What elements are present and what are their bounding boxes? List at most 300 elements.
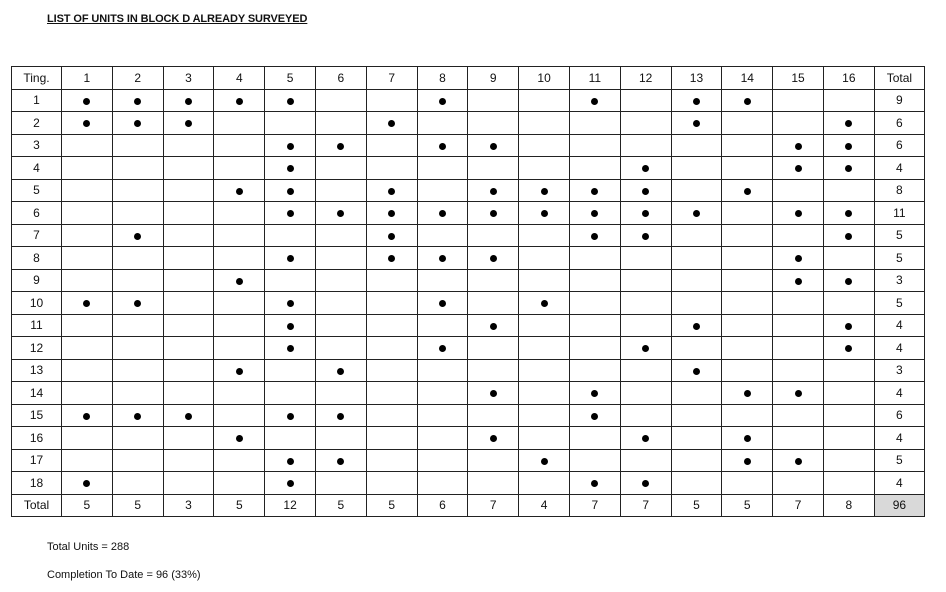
table-cell: [773, 337, 824, 360]
table-cell: [62, 134, 113, 157]
table-cell: [265, 472, 316, 495]
table-cell: [620, 292, 671, 315]
table-cell: [163, 449, 214, 472]
table-cell: [823, 157, 874, 180]
surveyed-dot: [287, 165, 294, 172]
surveyed-dot: [83, 120, 90, 127]
table-cell: [671, 247, 722, 270]
table-cell: [722, 359, 773, 382]
column-total: 5: [722, 494, 773, 517]
surveyed-dot: [439, 98, 446, 105]
table-cell: [569, 382, 620, 405]
table-cell: [62, 89, 113, 112]
row-label: 4: [12, 157, 62, 180]
surveyed-dot: [591, 98, 598, 105]
table-cell: [417, 247, 468, 270]
surveyed-dot: [490, 323, 497, 330]
surveyed-dot: [541, 300, 548, 307]
table-cell: [214, 292, 265, 315]
table-cell: [671, 337, 722, 360]
table-cell: [671, 112, 722, 135]
grand-total: 96: [874, 494, 924, 517]
table-cell: [417, 337, 468, 360]
table-cell: [519, 404, 570, 427]
surveyed-dot: [490, 188, 497, 195]
column-header: 8: [417, 67, 468, 90]
table-cell: [468, 89, 519, 112]
table-cell: [519, 202, 570, 225]
table-row: [12, 449, 925, 472]
table-cell: [315, 269, 366, 292]
table-cell: [671, 292, 722, 315]
column-header: 2: [112, 67, 163, 90]
totals-row: [12, 494, 925, 517]
surveyed-dot: [541, 210, 548, 217]
table-cell: [620, 112, 671, 135]
table-cell: [265, 179, 316, 202]
table-cell: [62, 359, 113, 382]
table-cell: [112, 337, 163, 360]
table-cell: [569, 89, 620, 112]
table-cell: [265, 269, 316, 292]
surveyed-dot: [134, 413, 141, 420]
table-cell: [366, 449, 417, 472]
table-cell: [112, 404, 163, 427]
table-cell: [569, 112, 620, 135]
table-cell: [722, 314, 773, 337]
table-cell: [823, 202, 874, 225]
table-cell: [265, 337, 316, 360]
surveyed-dot: [287, 480, 294, 487]
table-cell: [620, 472, 671, 495]
table-cell: [722, 472, 773, 495]
table-cell: [265, 382, 316, 405]
surveyed-dot: [795, 255, 802, 262]
table-cell: [163, 269, 214, 292]
surveyed-dot: [642, 480, 649, 487]
surveyed-dot: [287, 458, 294, 465]
table-cell: [163, 472, 214, 495]
table-cell: [620, 337, 671, 360]
surveyed-dot: [490, 435, 497, 442]
surveyed-dot: [693, 120, 700, 127]
row-label: 16: [12, 427, 62, 450]
column-header: 11: [569, 67, 620, 90]
row-label: 9: [12, 269, 62, 292]
table-cell: [214, 157, 265, 180]
table-cell: [773, 157, 824, 180]
surveyed-dot: [388, 233, 395, 240]
surveyed-dot: [845, 345, 852, 352]
table-cell: [112, 314, 163, 337]
table-cell: [569, 202, 620, 225]
table-cell: [214, 337, 265, 360]
column-total: 5: [315, 494, 366, 517]
column-total: 5: [112, 494, 163, 517]
table-cell: [417, 427, 468, 450]
table-cell: [315, 112, 366, 135]
table-cell: [163, 404, 214, 427]
column-total: 5: [671, 494, 722, 517]
table-cell: [519, 472, 570, 495]
total-header: Total: [874, 67, 924, 90]
table-cell: [620, 449, 671, 472]
table-cell: [112, 247, 163, 270]
surveyed-dot: [845, 143, 852, 150]
table-row: [12, 427, 925, 450]
row-total: 6: [874, 134, 924, 157]
table-cell: [112, 359, 163, 382]
row-total: 4: [874, 382, 924, 405]
table-cell: [366, 134, 417, 157]
table-cell: [722, 247, 773, 270]
column-total: 7: [620, 494, 671, 517]
table-cell: [265, 157, 316, 180]
table-cell: [519, 359, 570, 382]
table-cell: [671, 472, 722, 495]
column-header: 1: [62, 67, 113, 90]
table-cell: [265, 202, 316, 225]
table-cell: [62, 157, 113, 180]
table-cell: [62, 337, 113, 360]
table-cell: [315, 292, 366, 315]
table-cell: [366, 427, 417, 450]
table-cell: [519, 89, 570, 112]
row-total: 8: [874, 179, 924, 202]
table-cell: [468, 449, 519, 472]
surveyed-dot: [83, 413, 90, 420]
table-cell: [366, 404, 417, 427]
table-cell: [569, 134, 620, 157]
table-cell: [214, 179, 265, 202]
table-cell: [671, 427, 722, 450]
table-cell: [214, 359, 265, 382]
table-row: [12, 382, 925, 405]
table-cell: [417, 134, 468, 157]
column-header: 5: [265, 67, 316, 90]
table-cell: [417, 224, 468, 247]
table-cell: [569, 427, 620, 450]
table-row: [12, 89, 925, 112]
table-cell: [620, 157, 671, 180]
surveyed-dot: [591, 480, 598, 487]
table-cell: [163, 427, 214, 450]
table-cell: [62, 314, 113, 337]
table-cell: [823, 269, 874, 292]
table-cell: [569, 359, 620, 382]
table-cell: [773, 472, 824, 495]
table-cell: [773, 112, 824, 135]
table-row: [12, 314, 925, 337]
surveyed-dot: [439, 300, 446, 307]
row-total: 5: [874, 224, 924, 247]
surveyed-dot: [236, 435, 243, 442]
table-cell: [620, 247, 671, 270]
table-cell: [163, 314, 214, 337]
surveyed-dot: [439, 345, 446, 352]
table-cell: [417, 449, 468, 472]
table-cell: [62, 179, 113, 202]
table-cell: [620, 404, 671, 427]
surveyed-dot: [287, 323, 294, 330]
row-total: 4: [874, 157, 924, 180]
surveyed-dot: [236, 368, 243, 375]
table-cell: [366, 202, 417, 225]
table-cell: [265, 359, 316, 382]
row-label: 2: [12, 112, 62, 135]
table-cell: [417, 157, 468, 180]
column-total: 12: [265, 494, 316, 517]
table-cell: [773, 269, 824, 292]
table-cell: [112, 112, 163, 135]
table-cell: [773, 247, 824, 270]
table-cell: [468, 314, 519, 337]
table-cell: [163, 292, 214, 315]
column-total: 7: [569, 494, 620, 517]
surveyed-dot: [134, 233, 141, 240]
table-cell: [671, 89, 722, 112]
table-cell: [366, 472, 417, 495]
table-cell: [519, 292, 570, 315]
table-cell: [62, 292, 113, 315]
row-total: 6: [874, 404, 924, 427]
table-cell: [265, 247, 316, 270]
row-total: 5: [874, 247, 924, 270]
table-cell: [112, 427, 163, 450]
surveyed-dot: [185, 413, 192, 420]
table-cell: [468, 382, 519, 405]
table-cell: [315, 359, 366, 382]
row-total: 3: [874, 269, 924, 292]
row-total: 4: [874, 337, 924, 360]
table-cell: [468, 337, 519, 360]
table-cell: [62, 449, 113, 472]
table-cell: [315, 382, 366, 405]
table-cell: [214, 112, 265, 135]
table-cell: [620, 359, 671, 382]
table-cell: [620, 224, 671, 247]
column-header: 16: [823, 67, 874, 90]
table-cell: [773, 449, 824, 472]
row-label: 17: [12, 449, 62, 472]
surveyed-dot: [287, 300, 294, 307]
table-cell: [722, 292, 773, 315]
table-row: [12, 247, 925, 270]
row-total: 9: [874, 89, 924, 112]
table-cell: [417, 202, 468, 225]
surveyed-dot: [439, 255, 446, 262]
table-cell: [823, 314, 874, 337]
table-cell: [773, 89, 824, 112]
table-cell: [112, 224, 163, 247]
table-cell: [112, 292, 163, 315]
table-cell: [366, 314, 417, 337]
table-cell: [315, 202, 366, 225]
table-cell: [315, 337, 366, 360]
table-cell: [620, 427, 671, 450]
table-cell: [468, 359, 519, 382]
table-cell: [823, 224, 874, 247]
surveyed-dot: [134, 98, 141, 105]
surveyed-dot: [693, 210, 700, 217]
table-cell: [620, 382, 671, 405]
surveyed-dot: [388, 188, 395, 195]
surveyed-dot: [236, 278, 243, 285]
row-label: 13: [12, 359, 62, 382]
table-row: [12, 292, 925, 315]
table-cell: [569, 224, 620, 247]
table-cell: [722, 179, 773, 202]
surveyed-dot: [337, 413, 344, 420]
surveyed-dot: [795, 165, 802, 172]
surveyed-dot: [795, 390, 802, 397]
table-cell: [823, 179, 874, 202]
table-cell: [366, 89, 417, 112]
table-cell: [214, 449, 265, 472]
table-row: [12, 404, 925, 427]
table-cell: [417, 89, 468, 112]
column-total: 7: [773, 494, 824, 517]
table-cell: [265, 89, 316, 112]
table-cell: [773, 404, 824, 427]
table-row: [12, 269, 925, 292]
table-cell: [112, 157, 163, 180]
surveyed-dot: [845, 120, 852, 127]
table-cell: [569, 179, 620, 202]
column-header: 14: [722, 67, 773, 90]
row-total: 4: [874, 427, 924, 450]
table-cell: [214, 472, 265, 495]
row-total: 4: [874, 314, 924, 337]
column-header: 7: [366, 67, 417, 90]
surveyed-dot: [83, 480, 90, 487]
surveyed-dot: [591, 390, 598, 397]
table-cell: [773, 292, 824, 315]
surveyed-dot: [845, 323, 852, 330]
column-header: 13: [671, 67, 722, 90]
table-cell: [823, 472, 874, 495]
table-cell: [417, 472, 468, 495]
surveyed-dot: [439, 143, 446, 150]
surveyed-dot: [83, 300, 90, 307]
table-cell: [773, 427, 824, 450]
table-cell: [315, 449, 366, 472]
table-cell: [163, 89, 214, 112]
table-cell: [519, 427, 570, 450]
table-cell: [468, 112, 519, 135]
table-row: [12, 359, 925, 382]
table-cell: [366, 337, 417, 360]
table-cell: [468, 224, 519, 247]
row-total: 3: [874, 359, 924, 382]
row-label: 10: [12, 292, 62, 315]
table-cell: [823, 359, 874, 382]
surveyed-dot: [185, 120, 192, 127]
table-cell: [823, 382, 874, 405]
table-cell: [823, 112, 874, 135]
surveyed-dot: [337, 458, 344, 465]
table-cell: [823, 449, 874, 472]
table-cell: [163, 157, 214, 180]
table-cell: [112, 134, 163, 157]
surveyed-dot: [337, 368, 344, 375]
surveyed-dot: [845, 233, 852, 240]
table-cell: [468, 247, 519, 270]
survey-table: [11, 66, 925, 517]
table-cell: [671, 134, 722, 157]
surveyed-dot: [744, 188, 751, 195]
column-header: 6: [315, 67, 366, 90]
table-cell: [569, 269, 620, 292]
surveyed-dot: [134, 120, 141, 127]
table-cell: [214, 134, 265, 157]
table-cell: [620, 89, 671, 112]
table-cell: [366, 112, 417, 135]
surveyed-dot: [591, 413, 598, 420]
table-cell: [315, 472, 366, 495]
surveyed-dot: [845, 165, 852, 172]
row-total: 11: [874, 202, 924, 225]
table-cell: [163, 382, 214, 405]
surveyed-dot: [591, 233, 598, 240]
row-label: 6: [12, 202, 62, 225]
surveyed-dot: [642, 188, 649, 195]
table-cell: [773, 359, 824, 382]
table-cell: [722, 89, 773, 112]
table-cell: [315, 247, 366, 270]
surveyed-dot: [236, 98, 243, 105]
table-cell: [519, 337, 570, 360]
table-row: [12, 179, 925, 202]
table-cell: [569, 247, 620, 270]
table-cell: [62, 427, 113, 450]
surveyed-dot: [744, 458, 751, 465]
table-row: [12, 472, 925, 495]
table-cell: [62, 472, 113, 495]
total-units-note: Total Units = 288: [47, 541, 130, 553]
table-cell: [569, 472, 620, 495]
surveyed-dot: [744, 390, 751, 397]
table-cell: [417, 179, 468, 202]
surveyed-dot: [388, 210, 395, 217]
table-cell: [773, 179, 824, 202]
column-header: 15: [773, 67, 824, 90]
table-cell: [671, 314, 722, 337]
table-cell: [722, 337, 773, 360]
surveyed-dot: [845, 210, 852, 217]
table-cell: [214, 202, 265, 225]
table-cell: [366, 157, 417, 180]
surveyed-dot: [693, 98, 700, 105]
table-cell: [62, 404, 113, 427]
surveyed-dot: [591, 210, 598, 217]
table-cell: [265, 404, 316, 427]
table-cell: [823, 337, 874, 360]
column-total: 5: [366, 494, 417, 517]
surveyed-dot: [236, 188, 243, 195]
table-cell: [671, 359, 722, 382]
row-label: 7: [12, 224, 62, 247]
row-label: 11: [12, 314, 62, 337]
table-cell: [519, 449, 570, 472]
table-cell: [468, 269, 519, 292]
row-label: 15: [12, 404, 62, 427]
surveyed-dot: [287, 413, 294, 420]
surveyed-dot: [591, 188, 598, 195]
table-cell: [265, 112, 316, 135]
surveyed-dot: [642, 345, 649, 352]
table-cell: [112, 269, 163, 292]
